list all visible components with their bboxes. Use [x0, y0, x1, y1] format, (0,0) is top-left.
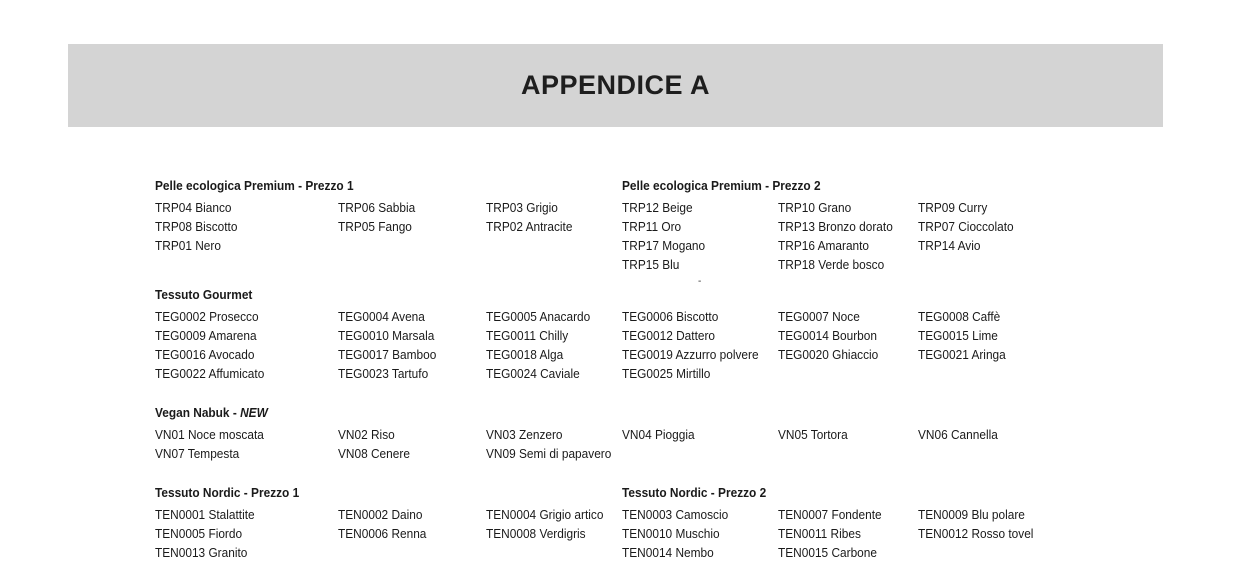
color-item: TRP15 Blu: [622, 257, 680, 272]
color-item: TEG0008 Caffè: [918, 309, 1001, 324]
section-title-text: Tessuto Nordic - Prezzo 2: [622, 485, 767, 500]
color-item: TRP13 Bronzo dorato: [778, 219, 893, 234]
color-item: TEG0024 Caviale: [486, 366, 580, 381]
color-item: TRP07 Cioccolato: [918, 219, 1014, 234]
color-item: TEG0017 Bamboo: [338, 347, 437, 362]
color-item: TEG0009 Amarena: [155, 328, 257, 343]
color-item: TRP16 Amaranto: [778, 238, 870, 253]
color-item: TRP10 Grano: [778, 200, 852, 215]
color-item: TEG0019 Azzurro polvere: [622, 347, 759, 362]
color-item: TRP04 Bianco: [155, 200, 232, 215]
color-item: TEG0018 Alga: [486, 347, 564, 362]
section-title-text: Pelle ecologica Premium - Prezzo 1: [155, 178, 354, 193]
color-item: TEN0003 Camoscio: [622, 507, 729, 522]
color-item: TEN0010 Muschio: [622, 526, 720, 541]
section-title: [155, 178, 354, 193]
color-item: TRP06 Sabbia: [338, 200, 416, 215]
new-badge: NEW: [240, 405, 268, 420]
section-title: [622, 178, 821, 193]
color-item: VN04 Pioggia: [622, 427, 695, 442]
color-item: TEG0012 Dattero: [622, 328, 716, 343]
color-item: VN05 Tortora: [778, 427, 848, 442]
color-item: TEN0002 Daino: [338, 507, 423, 522]
section-title-text: Vegan Nabuk -: [155, 405, 241, 420]
color-item: TEG0005 Anacardo: [486, 309, 591, 324]
color-item: TEG0015 Lime: [918, 328, 998, 343]
color-item: TRP14 Avio: [918, 238, 981, 253]
color-item: TEN0008 Verdigris: [486, 526, 586, 541]
color-item: TEG0002 Prosecco: [155, 309, 259, 324]
section-title-text: Pelle ecologica Premium - Prezzo 2: [622, 178, 821, 193]
section-title-text: Tessuto Gourmet: [155, 287, 253, 302]
color-item: VN09 Semi di papavero: [486, 446, 612, 461]
color-item: VN02 Riso: [338, 427, 395, 442]
color-item: TEN0011 Ribes: [778, 526, 861, 541]
color-item: TEG0007 Noce: [778, 309, 860, 324]
section-title: [155, 485, 299, 500]
color-item: TEG0011 Chilly: [486, 328, 569, 343]
dash-mark: -: [698, 276, 702, 287]
color-item: TEN0001 Stalattite: [155, 507, 255, 522]
color-item: TEN0005 Fiordo: [155, 526, 243, 541]
color-item: TRP05 Fango: [338, 219, 412, 234]
color-item: VN06 Cannella: [918, 427, 998, 442]
color-item: VN07 Tempesta: [155, 446, 240, 461]
color-item: TEG0004 Avena: [338, 309, 425, 324]
color-item: TEN0014 Nembo: [622, 545, 714, 560]
color-item: TEN0012 Rosso tovel: [918, 526, 1034, 541]
color-item: TRP17 Mogano: [622, 238, 706, 253]
color-item: TEN0006 Renna: [338, 526, 427, 541]
color-item: TEN0007 Fondente: [778, 507, 882, 522]
color-item: VN01 Noce moscata: [155, 427, 264, 442]
color-item: TRP09 Curry: [918, 200, 988, 215]
color-item: TEG0006 Biscotto: [622, 309, 719, 324]
section-title: [155, 287, 252, 302]
color-item: TEG0023 Tartufo: [338, 366, 429, 381]
section-title: [622, 485, 766, 500]
color-item: TRP01 Nero: [155, 238, 221, 253]
appendix-title: APPENDICE A: [520, 70, 711, 100]
color-item: TEG0014 Bourbon: [778, 328, 877, 343]
color-item: TEG0020 Ghiaccio: [778, 347, 879, 362]
color-item: TEG0021 Aringa: [918, 347, 1006, 362]
color-item: TRP02 Antracite: [486, 219, 573, 234]
color-item: TRP18 Verde bosco: [778, 257, 885, 272]
color-item: TEN0009 Blu polare: [918, 507, 1025, 522]
color-item: TEN0004 Grigio artico: [486, 507, 604, 522]
color-item: VN08 Cenere: [338, 446, 410, 461]
section-title: [155, 405, 268, 420]
color-item: TEG0016 Avocado: [155, 347, 255, 362]
color-item: VN03 Zenzero: [486, 427, 563, 442]
color-item: TRP03 Grigio: [486, 200, 558, 215]
color-item: TEG0010 Marsala: [338, 328, 435, 343]
color-item: TRP12 Beige: [622, 200, 693, 215]
appendix-banner: [68, 44, 1163, 127]
color-item: TEN0015 Carbone: [778, 545, 877, 560]
color-item: TEG0025 Mirtillo: [622, 366, 711, 381]
color-item: TEN0013 Granito: [155, 545, 248, 560]
color-item: TEG0022 Affumicato: [155, 366, 265, 381]
section-title-text: Tessuto Nordic - Prezzo 1: [155, 485, 300, 500]
color-item: TRP11 Oro: [622, 219, 682, 234]
color-item: TRP08 Biscotto: [155, 219, 238, 234]
